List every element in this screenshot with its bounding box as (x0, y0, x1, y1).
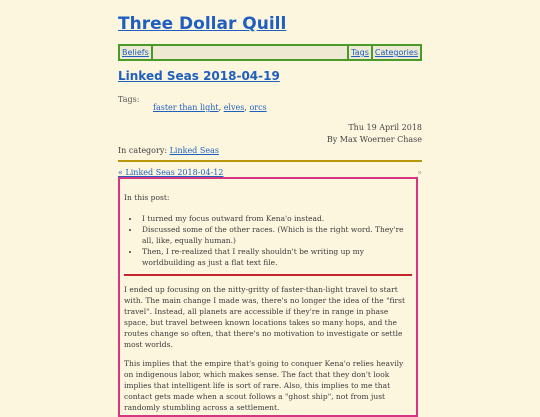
tags-link[interactable]: Tags (351, 48, 369, 57)
nav-item-categories (371, 46, 420, 59)
tags-label: Tags: (118, 95, 140, 104)
prev-post-link[interactable]: « Linked Seas 2018-04-12 (118, 168, 224, 177)
tag-link-orcs[interactable]: orcs (249, 103, 267, 112)
post-summary-list (124, 213, 412, 268)
categories-link[interactable]: Categories (374, 48, 418, 57)
post-title-link[interactable]: Linked Seas 2018-04-19 (118, 69, 280, 83)
body-paragraph: This implies that the empire that's going to conquer Kena'o relies heavily on indigenous labor, which makes sense. The fact that they don't look implies that intelligent life is sort of rare. Also, this implies to me that contact gets made when a scout follows a "ghost ship", not from just randomly stumbling across a settlement. (124, 359, 404, 412)
category-prefix: In category: (118, 146, 168, 155)
tag-link-elves[interactable]: elves (223, 103, 245, 112)
site-title-link[interactable]: Three Dollar Quill (118, 14, 287, 34)
nav-item-tags (347, 46, 371, 59)
in-this-post-heading: In this post: (124, 193, 170, 202)
category-link[interactable]: Linked Seas (169, 146, 219, 155)
beliefs-link[interactable]: Beliefs (122, 48, 149, 57)
post-content (118, 177, 418, 417)
category-line (118, 146, 219, 155)
post-date: Thu 19 April 2018 (348, 123, 422, 132)
summary-item: • I turned my focus outward from Kena'o instead. (140, 213, 412, 224)
header-divider (118, 160, 422, 162)
summary-divider (124, 274, 412, 276)
nav-bar (118, 44, 422, 61)
summary-item: • Then, I re-realized that I really shouldn't be writing up my worldbuilding as just a flat text file. (140, 246, 412, 268)
next-post-marker: » (417, 168, 422, 177)
body-paragraph: I ended up focusing on the nitty-gritty of faster-than-light travel to start with. The main change I made was, there's no longer the idea of the "first travel". Instead, all planets are accessible if they're in range in phase space, but travel between known locations takes so many hops, and the routes change so often, that there's no motivation to investigate or settle most worlds. (124, 285, 405, 349)
summary-item: • Discussed some of the other races. (Which is the right word. They're all, like, equally human.) (140, 224, 412, 246)
post-author: By Max Woerner Chase (326, 135, 422, 144)
nav-item-beliefs (120, 46, 153, 59)
tag-link-ftl[interactable]: faster than light (153, 103, 219, 112)
tags-list: faster than light, elves, orcs (153, 103, 267, 112)
